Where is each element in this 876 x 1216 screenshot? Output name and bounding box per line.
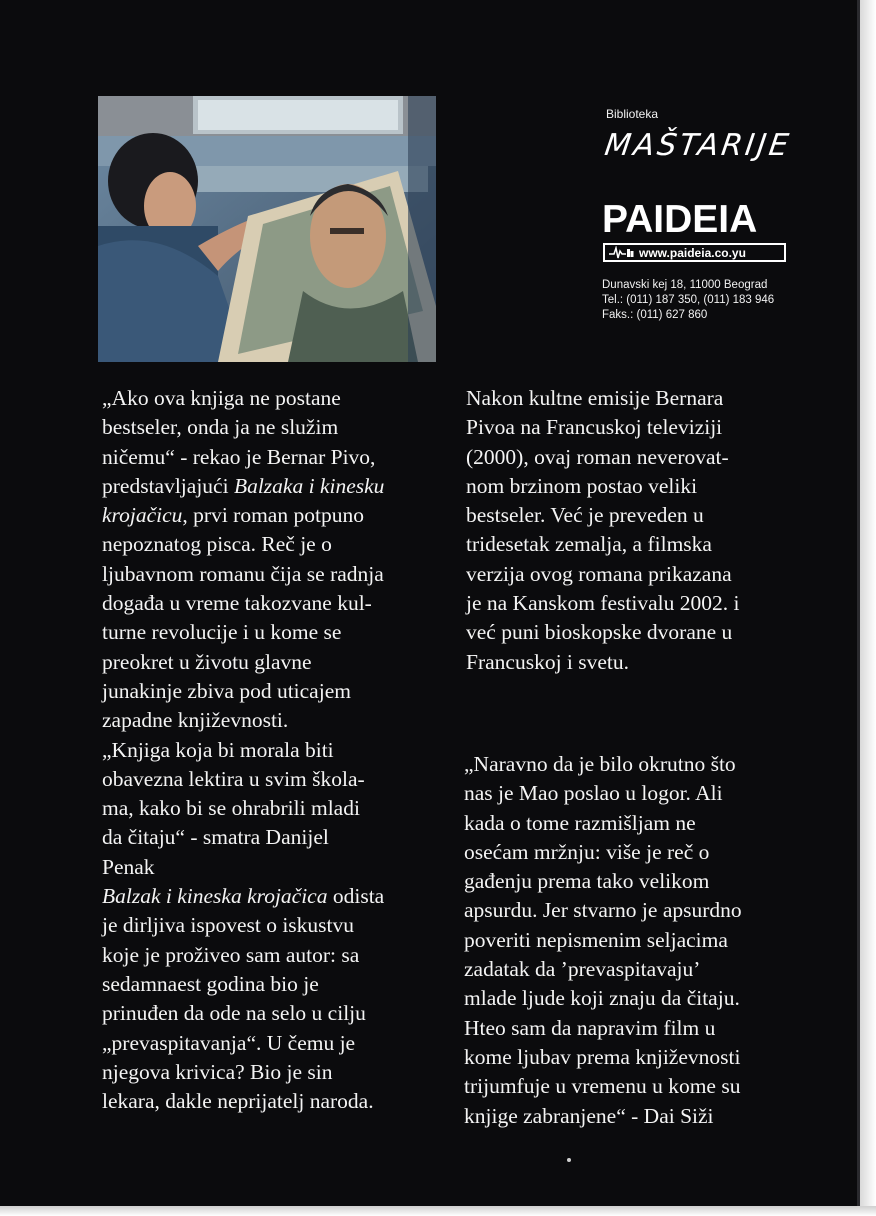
text-line: turne revolucije i u kome se <box>102 620 342 645</box>
page-edge-shadow <box>860 0 876 1216</box>
text-line: gađenju prema tako velikom <box>464 869 710 894</box>
photo-two-men-portrait-icon <box>98 96 436 362</box>
text-line: kome ljubav prema književnosti <box>464 1044 741 1069</box>
text-line: nas je Mao poslao u logor. Ali <box>464 781 723 806</box>
text-line: sedamnaest godina bio je <box>102 971 319 996</box>
phone-line: Tel.: (011) 187 350, (011) 183 946 <box>602 294 775 306</box>
text-line: Hteo sam da napravim film u <box>464 1015 716 1040</box>
text-line: već puni bioskopske dvorane u <box>466 620 733 645</box>
left-text-column <box>102 384 442 1116</box>
text-line: nepoznatog pisca. Reč je o <box>102 532 332 557</box>
library-label: Biblioteka <box>606 107 659 121</box>
text-line: „Naravno da je bilo okrutno što <box>464 752 736 776</box>
text-line: da čitaju“ - smatra Danijel <box>102 825 329 850</box>
text-line: ljubavnom romanu čija se radnja <box>102 561 384 586</box>
text-line: poveriti nepismenim seljacima <box>464 927 728 952</box>
text-line: junakinje zbiva pod uticajem <box>102 678 351 703</box>
text-line: nom brzinom postao veliki <box>466 473 698 498</box>
text-line <box>102 472 442 501</box>
text-line: „Ako ova knjiga ne postane <box>102 386 341 410</box>
text-line: kada o tome razmišljam ne <box>464 810 696 835</box>
text-line: događa u vreme takozvane kul- <box>102 591 372 616</box>
text-line <box>102 882 442 911</box>
text-line: lekara, dakle neprijatelj naroda. <box>102 1089 374 1114</box>
text-line: zapadne književnosti. <box>102 708 289 733</box>
cover-photo <box>98 96 436 362</box>
text-line: je dirljiva ispovest o iskustvu <box>102 913 355 938</box>
text-segment: predstavljajući <box>102 473 234 498</box>
text-line: ma, kako bi se ohrabrili mladi <box>102 796 360 821</box>
text-line: zadatak da ’prevaspitavaju’ <box>464 957 701 982</box>
text-line: Nakon kultne emisije Bernara <box>466 386 724 410</box>
text-line <box>102 501 442 530</box>
text-line: je na Kanskom festivalu 2002. i <box>466 591 740 616</box>
publisher-website: www.paideia.co.yu <box>639 245 746 260</box>
pulse-hand-icon <box>609 246 635 259</box>
text-line: bestseler. Već je preveden u <box>466 503 704 528</box>
text-line: apsurdu. Jer stvarno je apsurdno <box>464 898 742 923</box>
text-line: ničemu“ - rekao je Bernar Pivo, <box>102 444 376 469</box>
text-line: „prevaspitavanja“. U čemu je <box>102 1030 356 1055</box>
right-top-text-column <box>466 384 826 677</box>
text-line: Penak <box>102 854 155 879</box>
text-line: tridesetak zemalja, a filmska <box>466 532 712 557</box>
text-line: Pivoa na Francuskoj televiziji <box>466 415 723 440</box>
text-line: obavezna lektira u svim škola- <box>102 766 365 791</box>
text-line: „Knjiga koja bi morala biti <box>102 737 334 762</box>
page-bottom-shadow <box>0 1206 876 1216</box>
publisher-address <box>602 278 774 323</box>
publisher-name: PAIDEIA <box>602 198 758 241</box>
text-line: preokret u životu glavne <box>102 649 312 674</box>
text-line: koje je proživeo sam autor: sa <box>102 942 360 967</box>
text-line: knjige zabranjene“ - Dai Siži <box>464 1103 714 1128</box>
book-title-italic: Balzak i kineska krojačica <box>102 884 328 909</box>
right-bottom-text-column <box>464 750 834 1131</box>
text-segment: , prvi roman potpuno <box>182 503 364 528</box>
book-title-italic: krojačicu <box>102 503 183 528</box>
text-line: prinuđen da ode na selo u cilju <box>102 1001 366 1026</box>
publisher-website-box <box>603 243 786 262</box>
text-line: Francuskoj i svetu. <box>466 649 630 674</box>
address-line: Dunavski kej 18, 11000 Beograd <box>602 279 768 291</box>
text-line: osećam mržnju: više je reč o <box>464 839 710 864</box>
text-line: mlade ljude koji znaju da čitaju. <box>464 986 740 1011</box>
text-line: trijumfuje u vremenu u kome su <box>464 1074 741 1099</box>
text-line: bestseler, onda ja ne služim <box>102 415 339 440</box>
fax-line: Faks.: (011) 627 860 <box>602 309 708 321</box>
text-segment: odista <box>327 884 385 909</box>
text-line: (2000), ovaj roman neverovat- <box>466 444 729 469</box>
text-line: verzija ovog romana prikazana <box>466 561 732 586</box>
series-name: MAŠTARIJE <box>602 128 794 163</box>
text-line: njegova krivica? Bio je sin <box>102 1059 333 1084</box>
speck-decoration <box>567 1158 571 1162</box>
book-title-italic: Balzaka i kinesku <box>233 473 385 498</box>
